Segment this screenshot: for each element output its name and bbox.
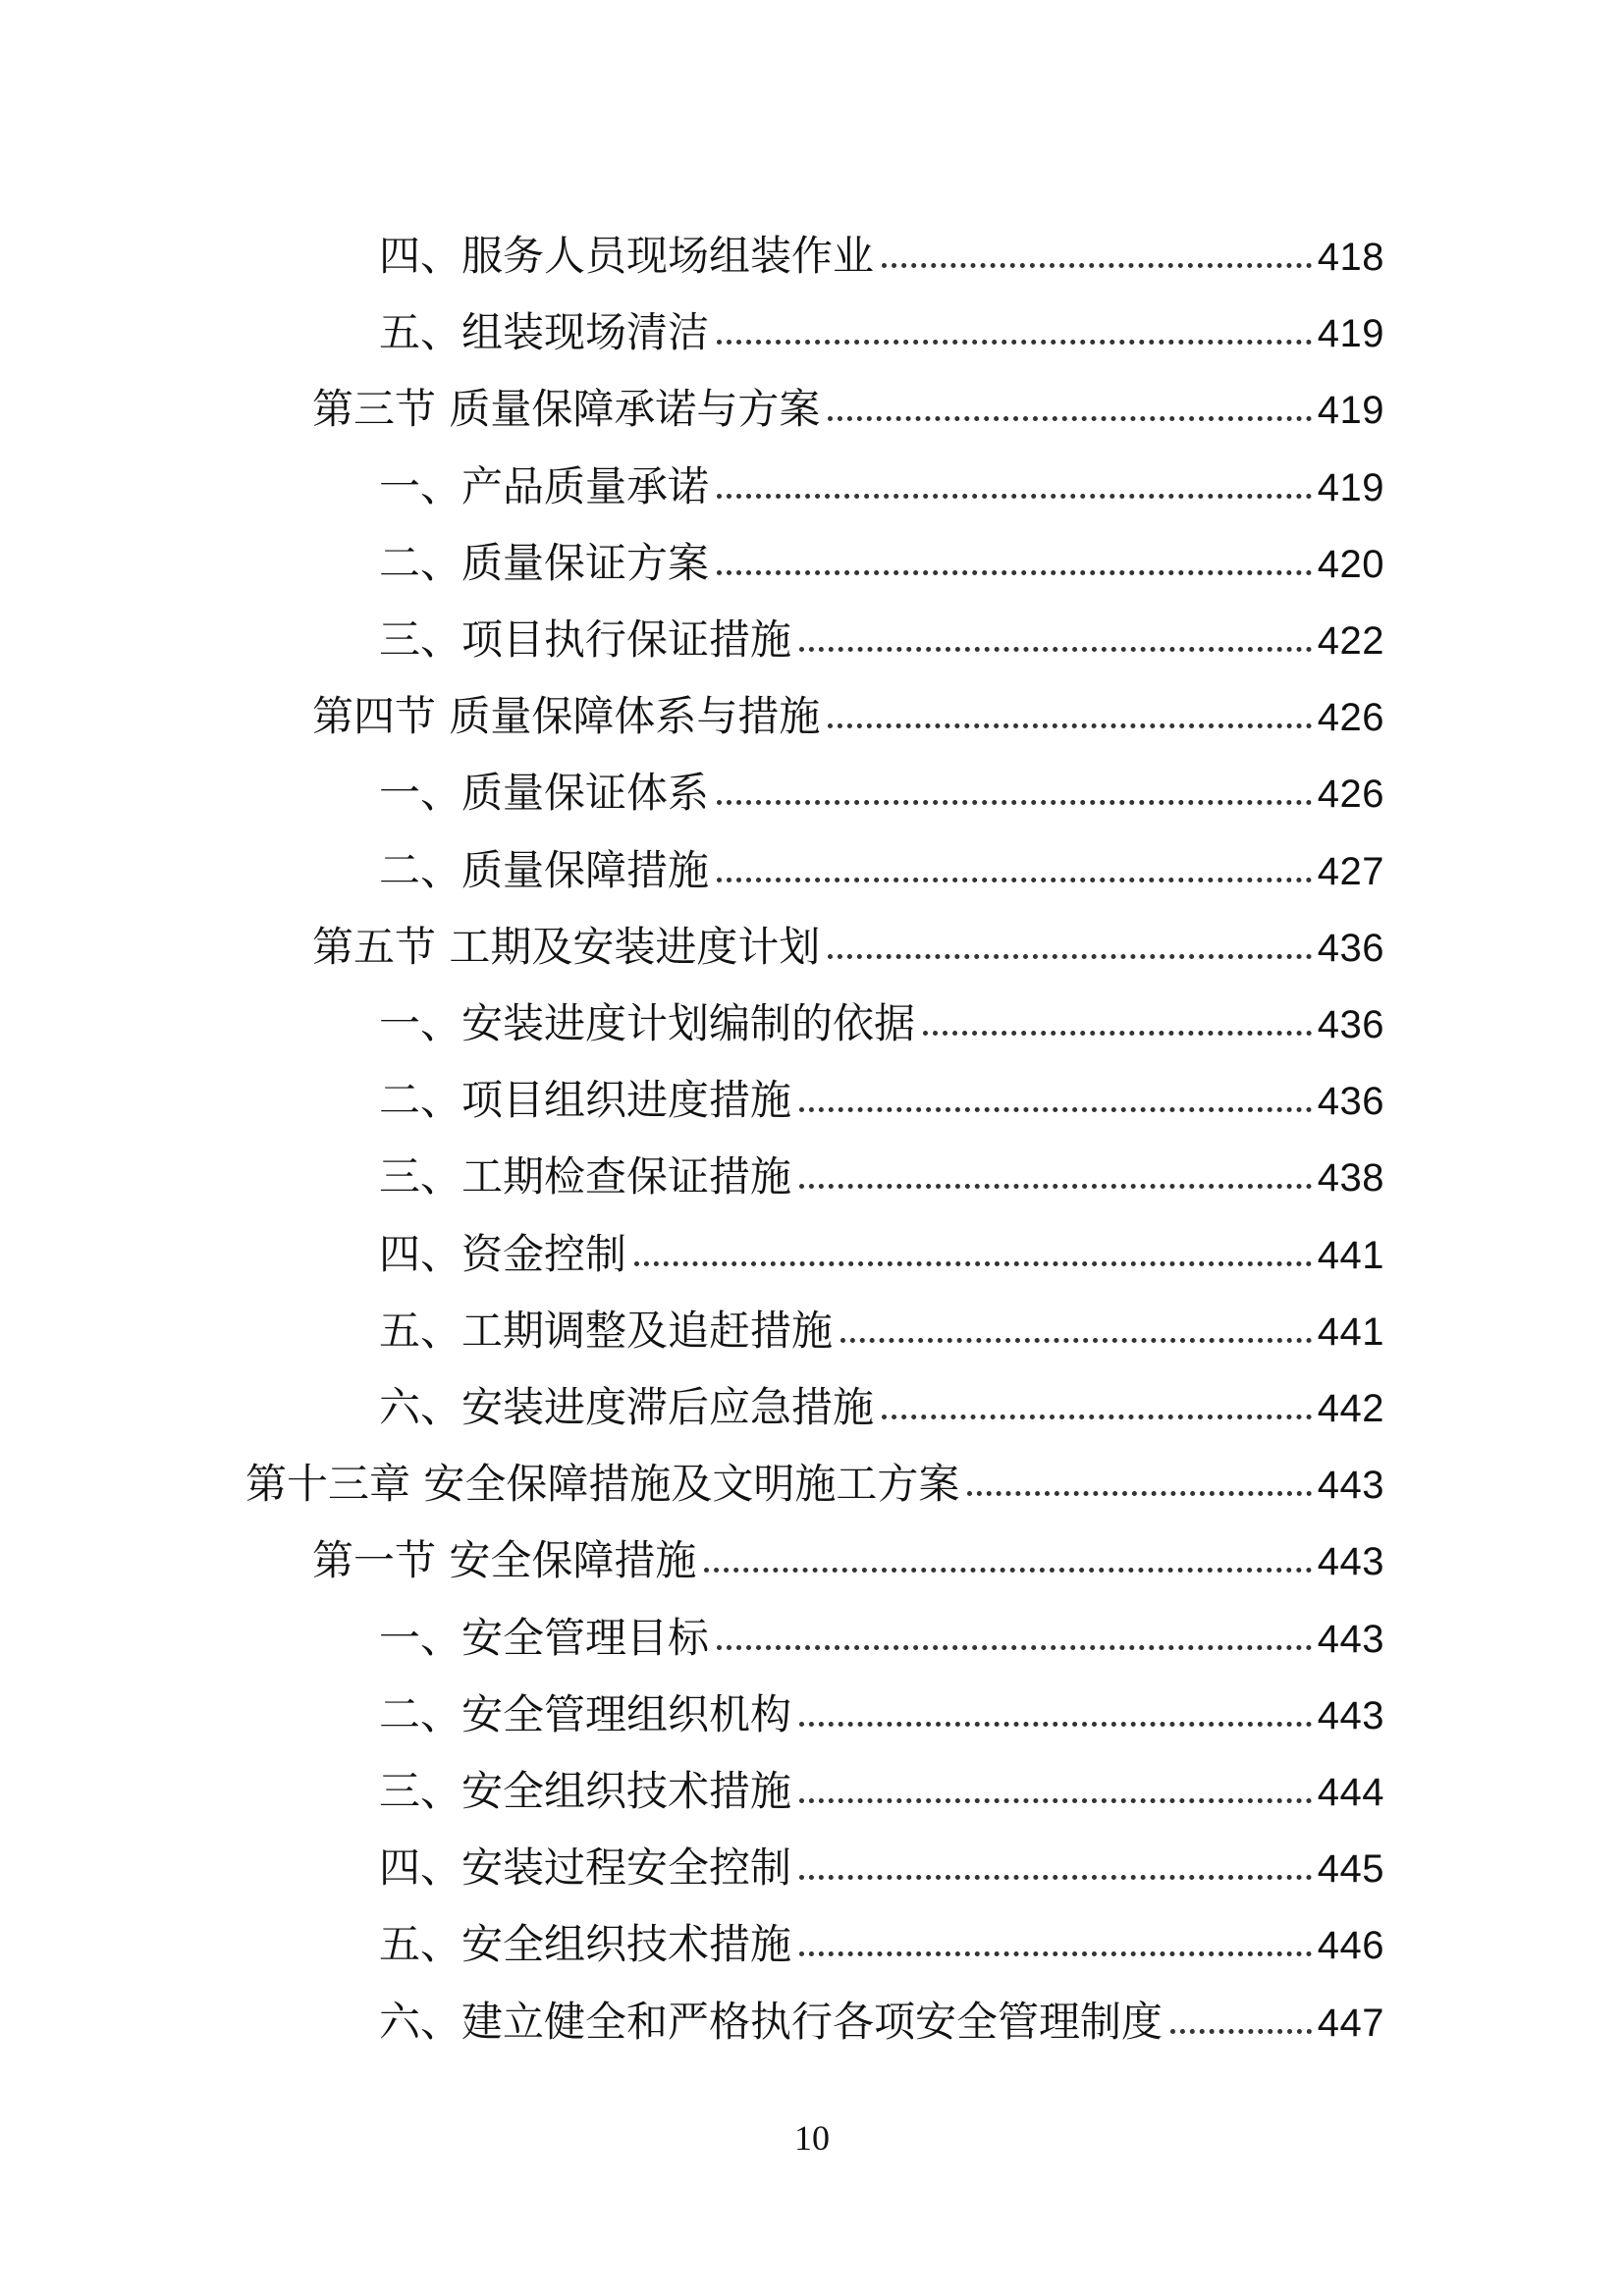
toc-entry-title: 一、安装进度计划编制的依据: [379, 999, 916, 1047]
toc-dot-leader: [882, 1415, 1312, 1419]
toc-entry-title: 二、安全管理组织机构: [379, 1689, 792, 1738]
toc-entry-title: 一、质量保证体系: [379, 769, 710, 818]
toc-entry-title: 二、质量保证方案: [379, 538, 710, 587]
toc-entry[interactable]: [312, 361, 1384, 434]
toc-entry[interactable]: [379, 208, 1384, 280]
toc-entry-page: 441: [1317, 1309, 1384, 1354]
toc-entry-title: 第五节 工期及安装进度计划: [312, 922, 821, 971]
toc-entry-page: 418: [1317, 236, 1384, 279]
toc-entry-page: 443: [1317, 1464, 1384, 1508]
toc-dot-leader: [717, 570, 1312, 575]
toc-dot-leader: [717, 340, 1312, 345]
toc-entry-title: 六、安装进度滞后应急措施: [379, 1383, 875, 1431]
toc-dot-leader: [828, 954, 1311, 959]
toc-entry-title: 一、安全管理目标: [379, 1613, 710, 1662]
toc-entry-page: 447: [1317, 2001, 1384, 2045]
toc-dot-leader: [882, 263, 1312, 268]
toc-entry[interactable]: [312, 1513, 1384, 1585]
toc-entry-page: 445: [1317, 1847, 1384, 1892]
toc-dot-leader: [799, 1798, 1312, 1803]
toc-entry[interactable]: [379, 1052, 1384, 1125]
toc-dot-leader: [1170, 2029, 1312, 2034]
toc-entry[interactable]: [312, 899, 1384, 971]
toc-dot-leader: [828, 416, 1311, 421]
toc-entry[interactable]: [379, 515, 1384, 587]
toc-entry-page: 443: [1317, 1693, 1384, 1737]
toc-entry-page: 444: [1317, 1771, 1384, 1814]
toc-entry[interactable]: [379, 1743, 1384, 1815]
toc-entry-title: 五、安全组织技术措施: [379, 1920, 792, 1969]
toc-entry[interactable]: [379, 1206, 1384, 1278]
toc-entry-page: 446: [1317, 1924, 1384, 1968]
toc-entry-title: 四、服务人员现场组装作业: [379, 232, 875, 280]
toc-entry[interactable]: [379, 439, 1384, 510]
toc-entry-page: 443: [1317, 1617, 1384, 1661]
toc-entry[interactable]: [379, 1820, 1384, 1893]
toc-entry[interactable]: [312, 668, 1384, 741]
toc-dot-leader: [799, 647, 1312, 652]
toc-entry[interactable]: [379, 1360, 1384, 1431]
toc-dot-leader: [967, 1491, 1311, 1496]
toc-entry-page: 420: [1317, 542, 1384, 586]
toc-dot-leader: [704, 1568, 1311, 1573]
toc-entry[interactable]: [379, 285, 1384, 357]
toc-entry-title: 六、建立健全和严格执行各项安全管理制度: [379, 1997, 1164, 2046]
toc-entry[interactable]: [379, 1129, 1384, 1201]
toc-entry-title: 四、安装过程安全控制: [379, 1843, 792, 1893]
toc-dot-leader: [923, 1031, 1312, 1036]
toc-entry-title: 五、组装现场清洁: [379, 308, 710, 357]
toc-entry-page: 427: [1317, 849, 1384, 893]
toc-entry[interactable]: [379, 592, 1384, 664]
toc-dot-leader: [717, 800, 1312, 805]
toc-entry-page: 441: [1317, 1233, 1384, 1277]
toc-entry-title: 第一节 安全保障措施: [312, 1536, 697, 1585]
toc-dot-leader: [799, 1875, 1312, 1880]
toc-entry[interactable]: [379, 823, 1384, 894]
toc-entry-page: 422: [1317, 619, 1384, 663]
toc-entry-title: 三、项目执行保证措施: [379, 615, 792, 664]
toc-entry-title: 四、资金控制: [379, 1229, 627, 1278]
toc-entry-title: 二、质量保障措施: [379, 845, 710, 894]
toc-entry[interactable]: [379, 1667, 1384, 1738]
toc-entry-page: 419: [1317, 389, 1384, 433]
toc-entry-title: 一、产品质量承诺: [379, 461, 710, 510]
toc-entry-title: 三、安全组织技术措施: [379, 1767, 792, 1815]
toc-entry[interactable]: [379, 1974, 1384, 2046]
toc-dot-leader: [840, 1338, 1312, 1343]
toc-dot-leader: [799, 1951, 1312, 1956]
toc-entry[interactable]: [245, 1436, 1384, 1509]
toc-entry[interactable]: [379, 745, 1384, 818]
toc-entry-title: 第三节 质量保障承诺与方案: [312, 385, 821, 434]
toc-dot-leader: [634, 1261, 1312, 1266]
page-number: 10: [794, 2118, 830, 2158]
toc-entry[interactable]: [379, 1590, 1384, 1662]
toc-dot-leader: [717, 494, 1312, 499]
toc-dot-leader: [799, 1107, 1312, 1112]
toc-entry[interactable]: [379, 976, 1384, 1047]
toc-entry-page: 436: [1317, 1003, 1384, 1046]
toc-entry-page: 419: [1317, 465, 1384, 509]
toc-entry-page: 426: [1317, 773, 1384, 817]
toc-entry[interactable]: [379, 1896, 1384, 1969]
toc-entry-title: 三、工期检查保证措施: [379, 1152, 792, 1201]
toc-dot-leader: [717, 878, 1312, 882]
toc-entry-page: 443: [1317, 1540, 1384, 1584]
toc-entry-page: 438: [1317, 1156, 1384, 1201]
toc-entry-title: 五、工期调整及追赶措施: [379, 1306, 834, 1355]
toc-entry-page: 426: [1317, 696, 1384, 740]
toc-entry-title: 二、项目组织进度措施: [379, 1076, 792, 1125]
toc-entry-title: 第四节 质量保障体系与措施: [312, 692, 821, 741]
toc-dot-leader: [799, 1722, 1312, 1727]
toc-entry-title: 第十三章 安全保障措施及文明施工方案: [245, 1460, 960, 1509]
toc-dot-leader: [717, 1645, 1312, 1650]
toc-dot-leader: [828, 723, 1311, 728]
toc-entry-page: 419: [1317, 312, 1384, 356]
toc-entry-page: 436: [1317, 926, 1384, 970]
toc-entry[interactable]: [379, 1283, 1384, 1355]
toc-entry-page: 442: [1317, 1387, 1384, 1430]
toc-dot-leader: [799, 1184, 1312, 1189]
toc-entry-page: 436: [1317, 1080, 1384, 1124]
